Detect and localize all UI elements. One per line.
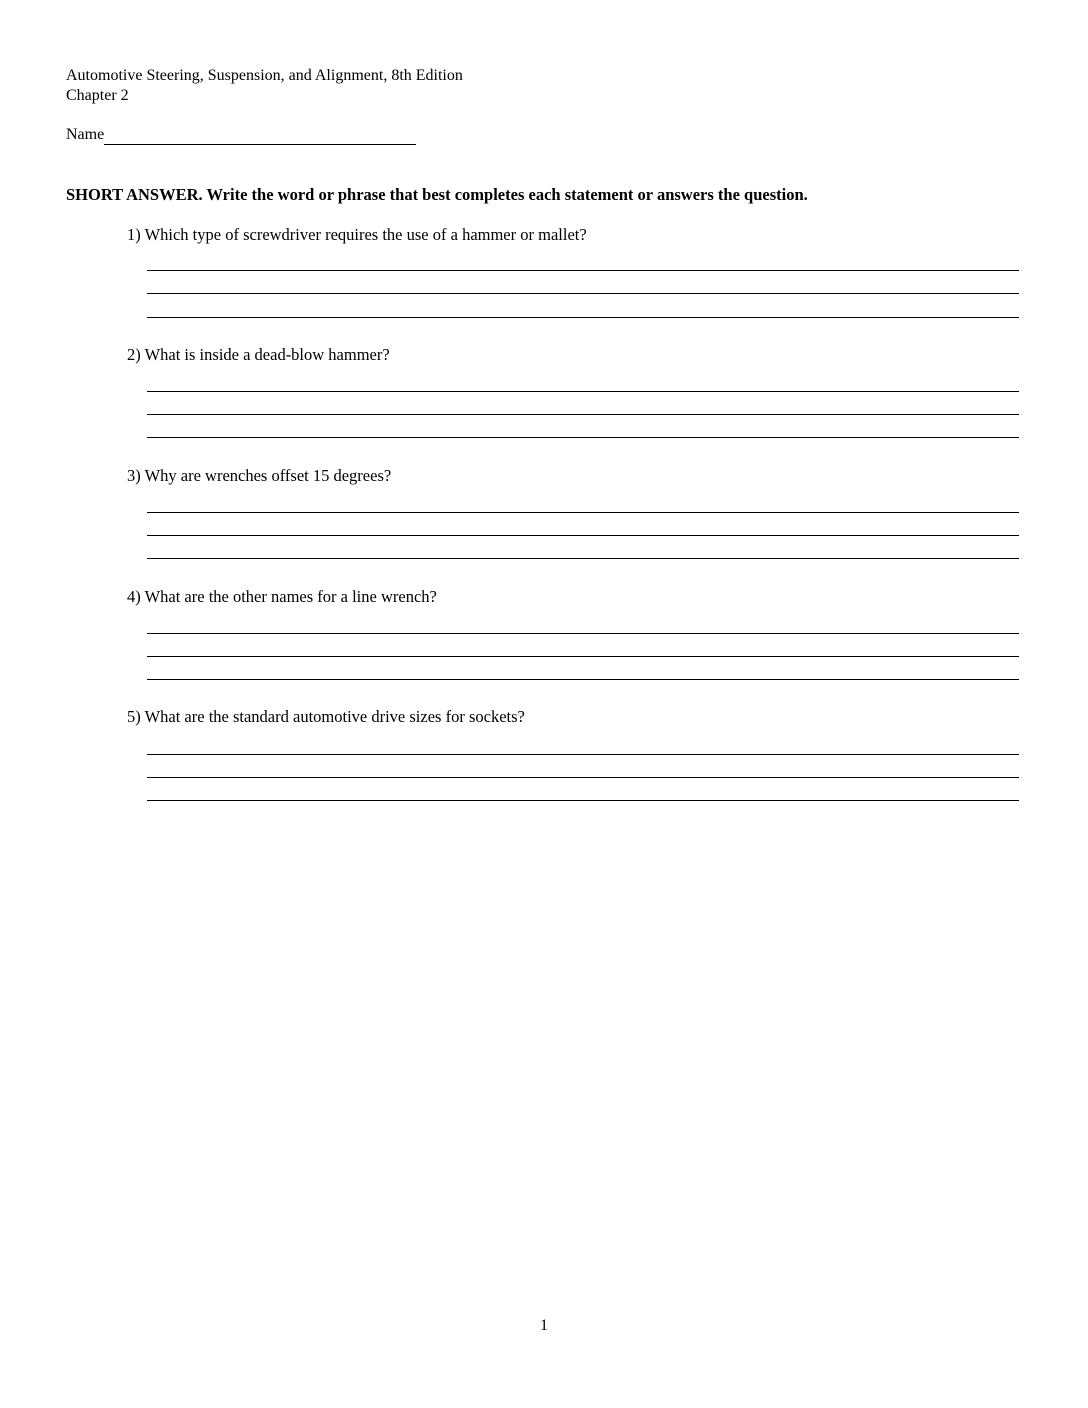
- page-number: 1: [540, 1317, 548, 1334]
- answer-line[interactable]: [147, 391, 1019, 392]
- question-text: 2) What is inside a dead-blow hammer?: [127, 345, 390, 364]
- answer-line[interactable]: [147, 317, 1019, 318]
- instructions: SHORT ANSWER. Write the word or phrase that best completes each statement or answers the question.: [66, 185, 808, 204]
- question-3: [127, 466, 1019, 486]
- answer-line[interactable]: [147, 293, 1019, 294]
- answer-line[interactable]: [147, 633, 1019, 634]
- chapter-label: Chapter 2: [66, 87, 129, 104]
- answer-line[interactable]: [147, 754, 1019, 755]
- question-5: [127, 707, 1019, 727]
- name-row: [66, 125, 416, 145]
- book-title: Automotive Steering, Suspension, and Alignment, 8th Edition: [66, 67, 463, 84]
- answer-line[interactable]: [147, 414, 1019, 415]
- answer-line[interactable]: [147, 679, 1019, 680]
- question-4: [127, 587, 1019, 607]
- question-1: [127, 225, 1019, 245]
- answer-line[interactable]: [147, 656, 1019, 657]
- question-text: 3) Why are wrenches offset 15 degrees?: [127, 466, 392, 485]
- answer-line[interactable]: [147, 777, 1019, 778]
- answer-line[interactable]: [147, 437, 1019, 438]
- question-text: 4) What are the other names for a line wrench?: [127, 587, 437, 606]
- question-text: 5) What are the standard automotive drive sizes for sockets?: [127, 707, 525, 726]
- name-field[interactable]: [104, 128, 416, 145]
- question-2: [127, 345, 1019, 365]
- answer-line[interactable]: [147, 512, 1019, 513]
- answer-line[interactable]: [147, 535, 1019, 536]
- name-label: Name: [66, 126, 105, 143]
- answer-line[interactable]: [147, 270, 1019, 271]
- question-text: 1) Which type of screwdriver requires the use of a hammer or mallet?: [127, 225, 587, 244]
- answer-line[interactable]: [147, 558, 1019, 559]
- answer-line[interactable]: [147, 800, 1019, 801]
